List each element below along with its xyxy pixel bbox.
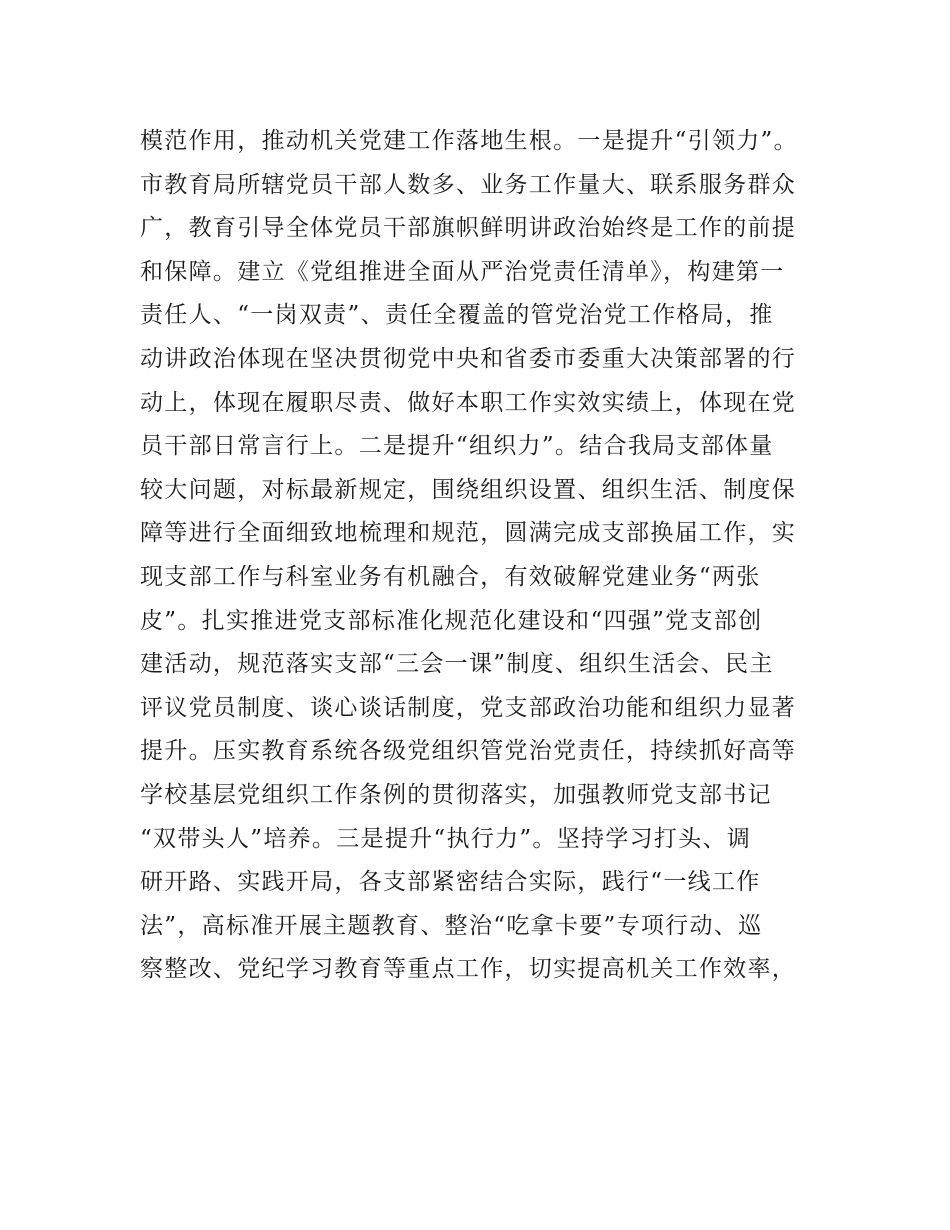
text-line: “双带头人”培养。三是提升“执行力”。坚持学习打头、调: [140, 825, 752, 852]
text-line: 察整改、党纪学习教育等重点工作，切实提高机关工作效率，: [140, 956, 797, 983]
text-line: 广，教育引导全体党员干部旗帜鲜明讲政治始终是工作的前提: [140, 215, 797, 242]
text-line: 模范作用，推动机关党建工作落地生根。一是提升“引领力”。: [140, 128, 798, 154]
text-line: 员干部日常言行上。二是提升“组织力”。结合我局支部体量: [140, 433, 774, 460]
text-line: 皮”。扎实推进党支部标准化规范化建设和“四强”党支部创: [140, 607, 763, 634]
text-line: 市教育局所辖党员干部人数多、业务工作量大、联系服务群众: [140, 171, 797, 198]
text-line: 提升。压实教育系统各级党组织管党治党责任，持续抓好高等: [140, 738, 797, 765]
text-line: 研开路、实践开局，各支部紧密结合实际，践行“一线工作: [140, 869, 761, 896]
text-line: 建活动，规范落实支部“三会一课”制度、组织生活会、民主: [140, 651, 774, 678]
text-line: 责任人、“一岗双责”、责任全覆盖的管党治党工作格局，推: [140, 302, 774, 329]
text-line: 和保障。建立《党组推进全面从严治党责任清单》，构建第一: [140, 258, 785, 285]
body-text: [140, 120, 840, 992]
text-line: 动讲政治体现在坚决贯彻党中央和省委市委重大决策部署的行: [140, 345, 797, 372]
text-line: 现支部工作与科室业务有机融合，有效破解党建业务“两张: [140, 563, 761, 590]
text-line: 动上，体现在履职尽责、做好本职工作实效实绩上，体现在党: [140, 389, 797, 416]
text-line: 评议党员制度、谈心谈话制度，党支部政治功能和组织力显著: [140, 694, 797, 721]
text-line: 法”，高标准开展主题教育、整治“吃拿卡要”专项行动、巡: [140, 912, 763, 939]
text-line: 学校基层党组织工作条例的贯彻落实，加强教师党支部书记: [140, 781, 772, 808]
text-line: 较大问题，对标最新规定，围绕组织设置、组织生活、制度保: [140, 476, 797, 503]
text-line: 障等进行全面细致地梳理和规范，圆满完成支部换届工作，实: [140, 520, 797, 547]
